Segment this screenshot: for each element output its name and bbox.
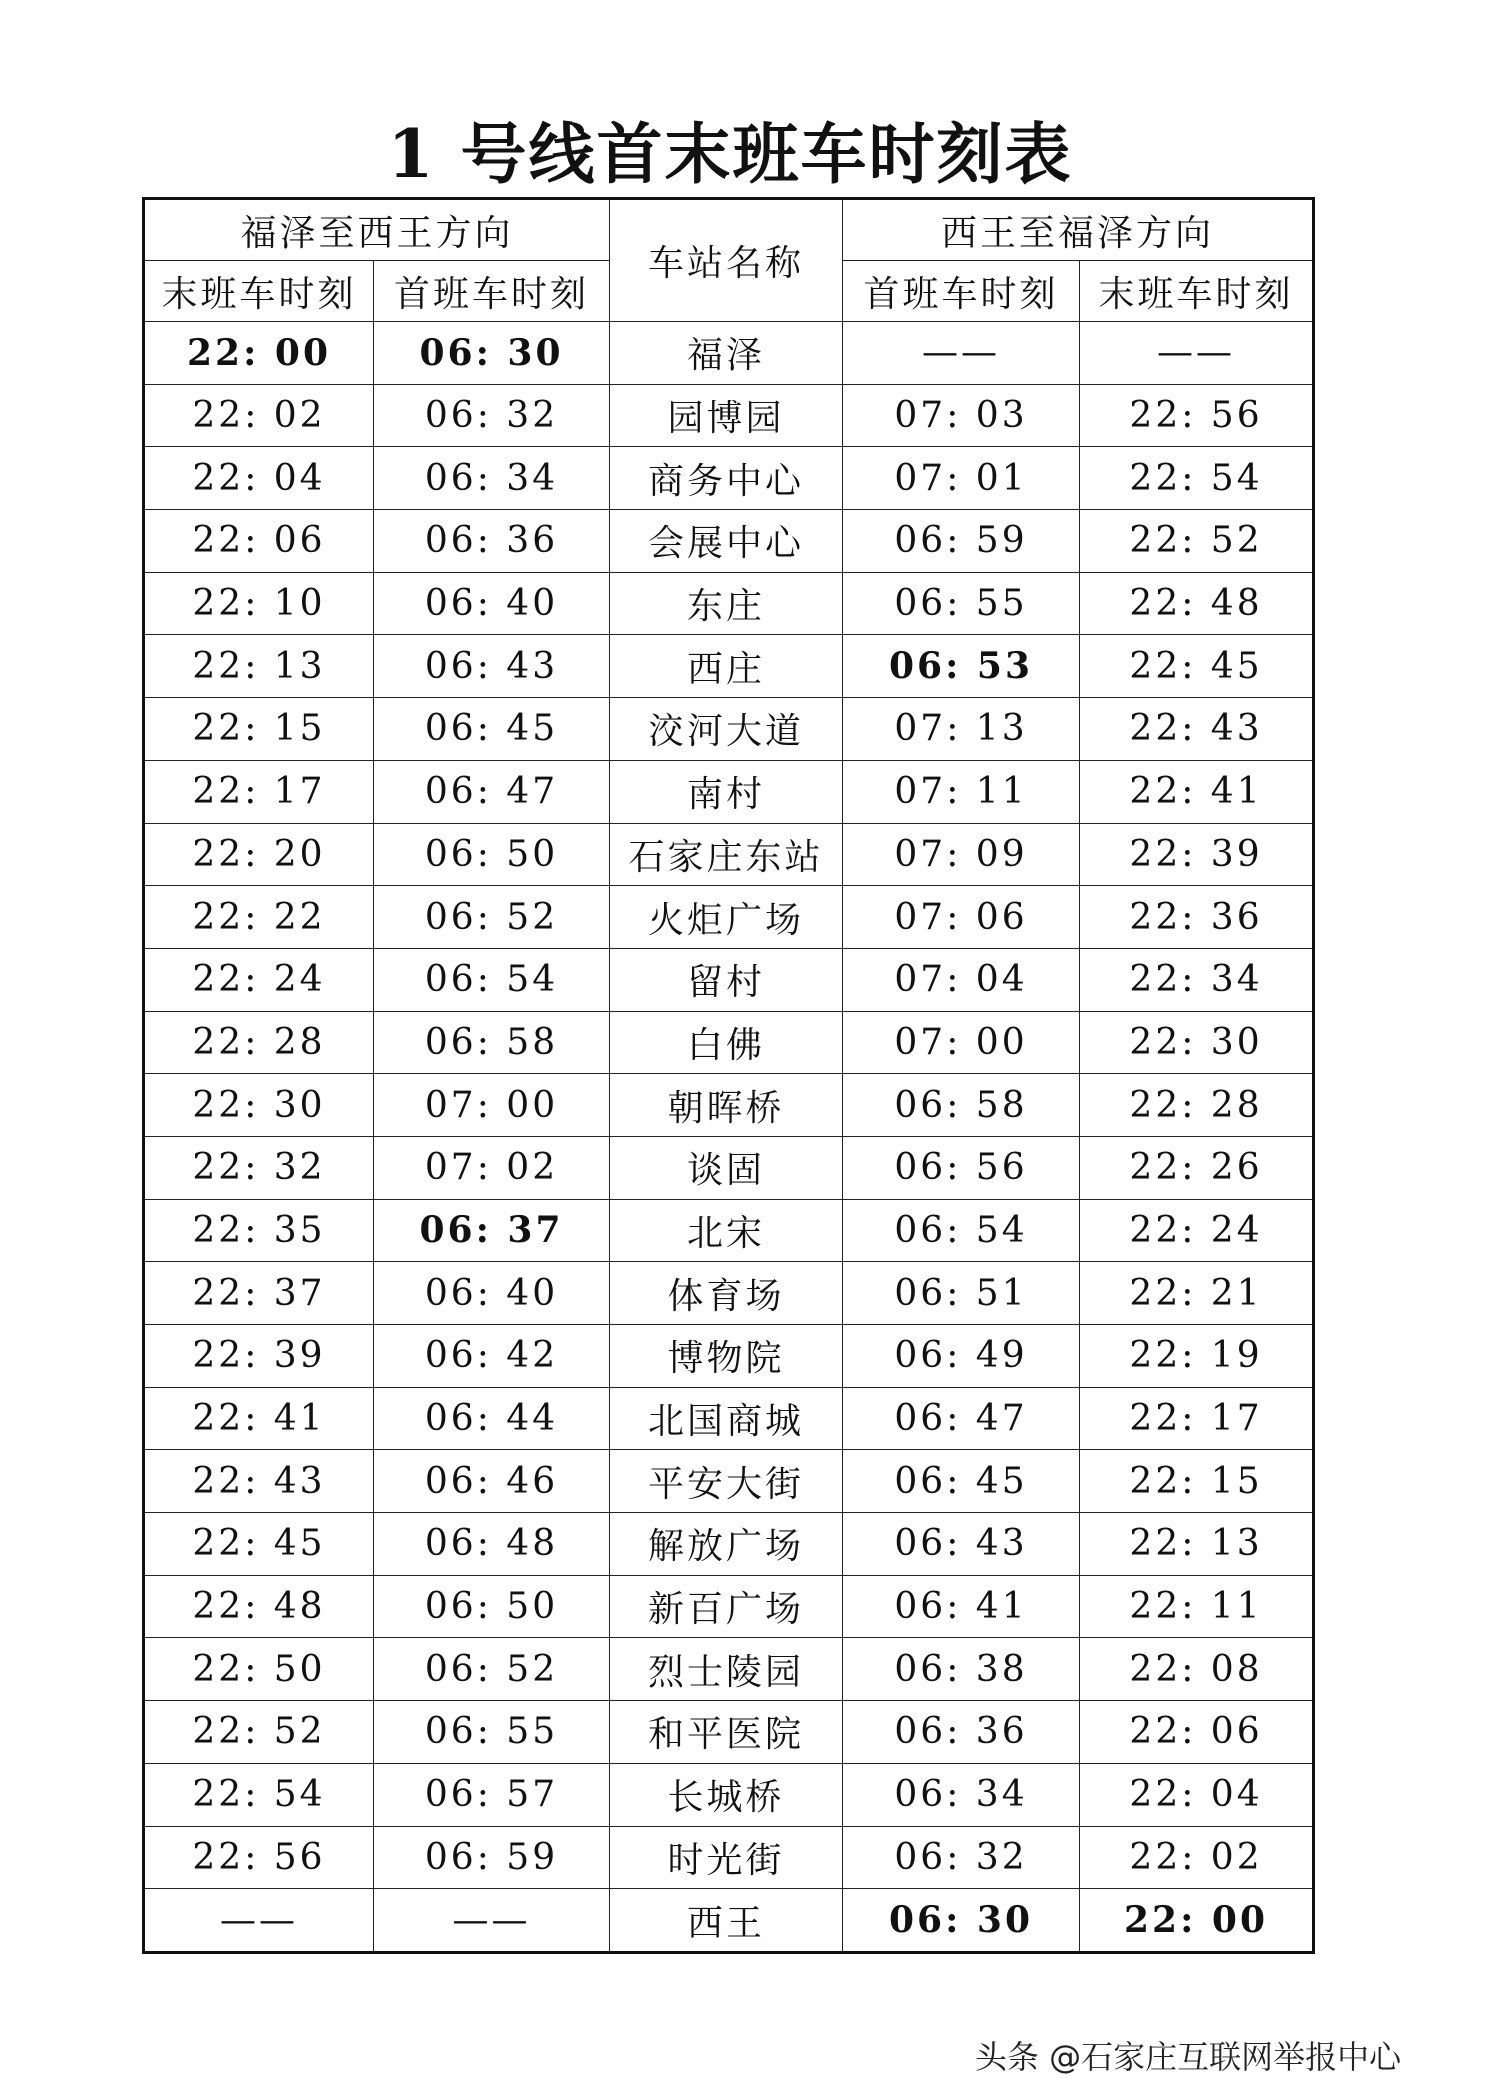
table-row <box>144 1638 1314 1701</box>
cell-a-first-train: 06: 52 <box>374 886 610 949</box>
table-row <box>144 1136 1314 1199</box>
cell-a-last-train: 22: 41 <box>144 1387 374 1450</box>
cell-a-last-train: 22: 30 <box>144 1074 374 1137</box>
cell-b-first-train: 06: 51 <box>843 1262 1080 1325</box>
cell-b-last-train: 22: 52 <box>1080 510 1314 573</box>
cell-a-first-train: 06: 42 <box>374 1325 610 1388</box>
table-row <box>144 1701 1314 1764</box>
cell-b-last-train: 22: 39 <box>1080 823 1314 886</box>
cell-b-last-train: 22: 28 <box>1080 1074 1314 1137</box>
cell-a-last-train: 22: 48 <box>144 1575 374 1638</box>
cell-b-first-train: 06: 56 <box>843 1136 1080 1199</box>
cell-a-last-train: 22: 39 <box>144 1325 374 1388</box>
cell-station-name: 南村 <box>610 760 843 823</box>
cell-b-first-train: 06: 36 <box>843 1701 1080 1764</box>
table-row <box>144 698 1314 761</box>
cell-a-first-train: 06: 55 <box>374 1701 610 1764</box>
cell-a-first-train: 06: 43 <box>374 635 610 698</box>
table-row <box>144 1575 1314 1638</box>
cell-station-name: 洨河大道 <box>610 698 843 761</box>
table-row <box>144 1325 1314 1388</box>
cell-b-last-train: 22: 45 <box>1080 635 1314 698</box>
table-row <box>144 823 1314 886</box>
table-row <box>144 760 1314 823</box>
cell-station-name: 东庄 <box>610 572 843 635</box>
cell-station-name: 和平医院 <box>610 1701 843 1764</box>
cell-b-last-train: 22: 02 <box>1080 1826 1314 1889</box>
cell-b-first-train: 07: 04 <box>843 948 1080 1011</box>
cell-station-name: 北国商城 <box>610 1387 843 1450</box>
page-title: 1 号线首末班车时刻表 <box>387 115 1073 193</box>
header-direction-xiwang-to-fuze: 西王至福泽方向 <box>843 199 1314 261</box>
cell-station-name: 留村 <box>610 948 843 1011</box>
cell-a-last-train: 22: 45 <box>144 1513 374 1576</box>
table-row <box>144 1074 1314 1137</box>
cell-station-name: 新百广场 <box>610 1575 843 1638</box>
cell-a-first-train: 06: 32 <box>374 384 610 447</box>
timetable <box>142 197 1315 1954</box>
cell-b-last-train: 22: 43 <box>1080 698 1314 761</box>
cell-a-last-train: 22: 22 <box>144 886 374 949</box>
cell-a-first-train: 06: 40 <box>374 1262 610 1325</box>
cell-a-last-train: 22: 17 <box>144 760 374 823</box>
table-row <box>144 886 1314 949</box>
cell-station-name: 平安大街 <box>610 1450 843 1513</box>
cell-b-last-train: 22: 04 <box>1080 1763 1314 1826</box>
cell-b-first-train: 06: 47 <box>843 1387 1080 1450</box>
cell-a-first-train: 06: 45 <box>374 698 610 761</box>
table-row <box>144 1199 1314 1262</box>
cell-station-name: 火炬广场 <box>610 886 843 949</box>
cell-station-name: 体育场 <box>610 1262 843 1325</box>
cell-a-first-train: 06: 50 <box>374 1575 610 1638</box>
cell-a-first-train: 06: 59 <box>374 1826 610 1889</box>
cell-station-name: 石家庄东站 <box>610 823 843 886</box>
table-row <box>144 322 1314 385</box>
cell-a-last-train: 22: 20 <box>144 823 374 886</box>
cell-a-first-train: 07: 02 <box>374 1136 610 1199</box>
table-row <box>144 1387 1314 1450</box>
cell-a-first-train: 06: 34 <box>374 447 610 510</box>
cell-station-name: 园博园 <box>610 384 843 447</box>
cell-b-first-train: 06: 41 <box>843 1575 1080 1638</box>
cell-a-last-train: 22: 37 <box>144 1262 374 1325</box>
cell-b-last-train: 22: 13 <box>1080 1513 1314 1576</box>
cell-station-name: 福泽 <box>610 322 843 385</box>
cell-station-name: 谈固 <box>610 1136 843 1199</box>
cell-b-first-train: 06: 53 <box>843 635 1080 698</box>
cell-b-first-train: 07: 01 <box>843 447 1080 510</box>
table-row <box>144 1011 1314 1074</box>
cell-station-name: 会展中心 <box>610 510 843 573</box>
cell-a-last-train: 22: 54 <box>144 1763 374 1826</box>
watermark: 头条 @石家庄互联网举报中心 <box>975 2038 1402 2076</box>
cell-a-first-train: 06: 46 <box>374 1450 610 1513</box>
cell-a-last-train: 22: 28 <box>144 1011 374 1074</box>
cell-a-first-train: 06: 37 <box>374 1199 610 1262</box>
cell-station-name: 西王 <box>610 1889 843 1953</box>
cell-b-last-train: —— <box>1080 322 1314 385</box>
cell-a-first-train: 06: 48 <box>374 1513 610 1576</box>
table-row <box>144 1513 1314 1576</box>
header-b-last-train: 末班车时刻 <box>1080 261 1314 322</box>
table-row <box>144 948 1314 1011</box>
header-a-first-train: 首班车时刻 <box>374 261 610 322</box>
cell-station-name: 解放广场 <box>610 1513 843 1576</box>
cell-b-last-train: 22: 11 <box>1080 1575 1314 1638</box>
cell-b-first-train: 07: 06 <box>843 886 1080 949</box>
cell-b-first-train: —— <box>843 322 1080 385</box>
cell-station-name: 烈士陵园 <box>610 1638 843 1701</box>
table-row <box>144 572 1314 635</box>
table-row <box>144 1262 1314 1325</box>
table-row <box>144 635 1314 698</box>
cell-a-last-train: 22: 04 <box>144 447 374 510</box>
cell-a-last-train: —— <box>144 1889 374 1953</box>
cell-a-first-train: 06: 58 <box>374 1011 610 1074</box>
table-row <box>144 1889 1314 1953</box>
cell-b-last-train: 22: 26 <box>1080 1136 1314 1199</box>
cell-station-name: 朝晖桥 <box>610 1074 843 1137</box>
cell-b-first-train: 06: 59 <box>843 510 1080 573</box>
cell-b-first-train: 07: 03 <box>843 384 1080 447</box>
header-a-last-train: 末班车时刻 <box>144 261 374 322</box>
cell-b-first-train: 06: 55 <box>843 572 1080 635</box>
cell-a-last-train: 22: 32 <box>144 1136 374 1199</box>
cell-b-last-train: 22: 21 <box>1080 1262 1314 1325</box>
cell-a-last-train: 22: 06 <box>144 510 374 573</box>
cell-b-first-train: 06: 43 <box>843 1513 1080 1576</box>
cell-b-first-train: 06: 30 <box>843 1889 1080 1953</box>
cell-a-first-train: 06: 30 <box>374 322 610 385</box>
cell-b-first-train: 07: 11 <box>843 760 1080 823</box>
cell-b-first-train: 07: 13 <box>843 698 1080 761</box>
cell-b-last-train: 22: 19 <box>1080 1325 1314 1388</box>
cell-b-last-train: 22: 15 <box>1080 1450 1314 1513</box>
header-station-name: 车站名称 <box>610 199 843 322</box>
cell-b-last-train: 22: 24 <box>1080 1199 1314 1262</box>
cell-b-first-train: 06: 49 <box>843 1325 1080 1388</box>
cell-b-first-train: 06: 34 <box>843 1763 1080 1826</box>
cell-b-first-train: 06: 45 <box>843 1450 1080 1513</box>
cell-station-name: 北宋 <box>610 1199 843 1262</box>
cell-b-last-train: 22: 00 <box>1080 1889 1314 1953</box>
cell-station-name: 时光街 <box>610 1826 843 1889</box>
table-row <box>144 447 1314 510</box>
cell-b-first-train: 06: 58 <box>843 1074 1080 1137</box>
cell-a-first-train: 06: 54 <box>374 948 610 1011</box>
cell-a-first-train: 06: 47 <box>374 760 610 823</box>
cell-b-last-train: 22: 48 <box>1080 572 1314 635</box>
header-direction-fuze-to-xiwang: 福泽至西王方向 <box>144 199 610 261</box>
cell-b-last-train: 22: 17 <box>1080 1387 1314 1450</box>
cell-a-last-train: 22: 24 <box>144 948 374 1011</box>
cell-b-first-train: 06: 32 <box>843 1826 1080 1889</box>
table-row <box>144 1763 1314 1826</box>
table-row <box>144 384 1314 447</box>
cell-a-first-train: 06: 36 <box>374 510 610 573</box>
header-row-direction <box>144 199 1314 261</box>
cell-b-last-train: 22: 56 <box>1080 384 1314 447</box>
cell-a-last-train: 22: 10 <box>144 572 374 635</box>
cell-b-last-train: 22: 34 <box>1080 948 1314 1011</box>
cell-b-last-train: 22: 06 <box>1080 1701 1314 1764</box>
cell-a-first-train: 06: 52 <box>374 1638 610 1701</box>
cell-b-first-train: 07: 09 <box>843 823 1080 886</box>
cell-a-first-train: 06: 50 <box>374 823 610 886</box>
cell-a-first-train: 06: 57 <box>374 1763 610 1826</box>
header-b-first-train: 首班车时刻 <box>843 261 1080 322</box>
cell-a-last-train: 22: 56 <box>144 1826 374 1889</box>
cell-b-first-train: 06: 38 <box>843 1638 1080 1701</box>
cell-b-last-train: 22: 30 <box>1080 1011 1314 1074</box>
cell-station-name: 白佛 <box>610 1011 843 1074</box>
cell-a-last-train: 22: 00 <box>144 322 374 385</box>
cell-a-first-train: 06: 40 <box>374 572 610 635</box>
cell-a-first-train: —— <box>374 1889 610 1953</box>
cell-a-last-train: 22: 43 <box>144 1450 374 1513</box>
cell-station-name: 西庄 <box>610 635 843 698</box>
cell-a-last-train: 22: 15 <box>144 698 374 761</box>
table-row <box>144 1450 1314 1513</box>
cell-b-last-train: 22: 54 <box>1080 447 1314 510</box>
cell-a-first-train: 07: 00 <box>374 1074 610 1137</box>
cell-station-name: 长城桥 <box>610 1763 843 1826</box>
cell-station-name: 商务中心 <box>610 447 843 510</box>
cell-a-last-train: 22: 52 <box>144 1701 374 1764</box>
cell-station-name: 博物院 <box>610 1325 843 1388</box>
cell-b-first-train: 06: 54 <box>843 1199 1080 1262</box>
cell-a-last-train: 22: 13 <box>144 635 374 698</box>
cell-b-first-train: 07: 00 <box>843 1011 1080 1074</box>
cell-a-last-train: 22: 50 <box>144 1638 374 1701</box>
table-row <box>144 1826 1314 1889</box>
cell-a-first-train: 06: 44 <box>374 1387 610 1450</box>
cell-a-last-train: 22: 35 <box>144 1199 374 1262</box>
table-row <box>144 510 1314 573</box>
cell-b-last-train: 22: 41 <box>1080 760 1314 823</box>
cell-a-last-train: 22: 02 <box>144 384 374 447</box>
cell-b-last-train: 22: 36 <box>1080 886 1314 949</box>
cell-b-last-train: 22: 08 <box>1080 1638 1314 1701</box>
